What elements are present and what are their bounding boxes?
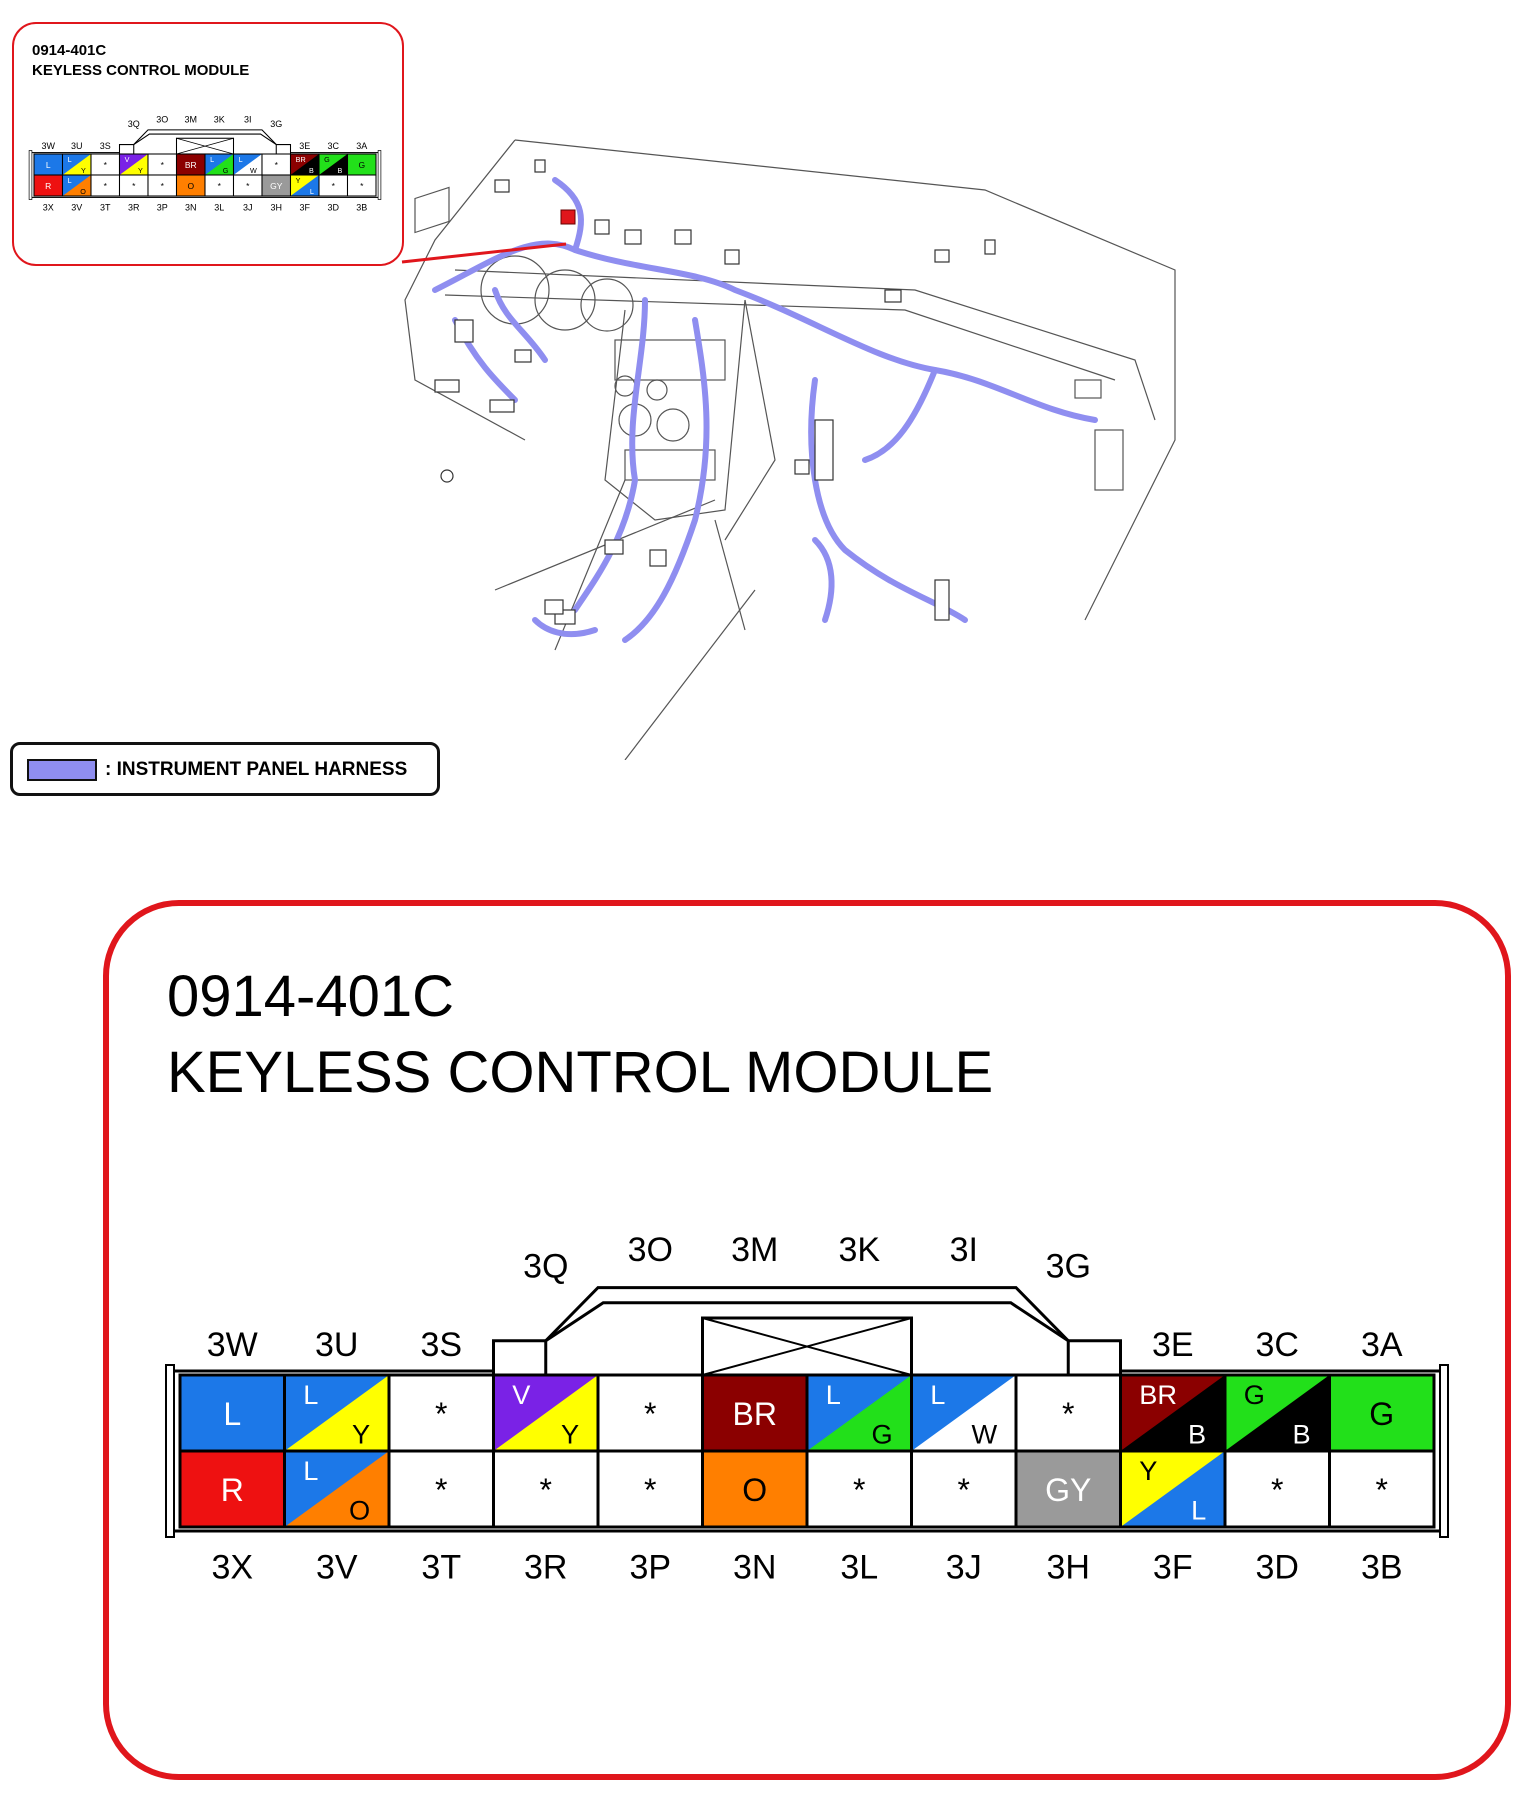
bottom-pin-number: 3P [629, 1548, 672, 1587]
pin-stripe-color-label: B [1188, 1418, 1207, 1450]
bottom-pin-number: 3N [733, 1548, 777, 1587]
pin-primary-color-label: BR [295, 154, 306, 164]
bottom-pin-number: 3N [184, 202, 197, 213]
bottom-pin-number: 3B [356, 202, 368, 213]
bottom-pin-number: 3R [127, 202, 140, 213]
top-pin-number: 3S [99, 140, 111, 151]
pin-color-label: GY [270, 180, 283, 191]
connector-code: 0914-401C [167, 964, 454, 1029]
top-pin-number: 3K [213, 114, 225, 125]
pin-color-label: * [132, 180, 136, 191]
pin-3n [703, 1451, 808, 1527]
bottom-pin-number: 3H [1046, 1548, 1090, 1587]
pin-3s [389, 1375, 494, 1451]
pin-3t [389, 1451, 494, 1527]
pin-color-label: * [1271, 1472, 1284, 1509]
pin-color-label: * [360, 180, 364, 191]
pin-3k [807, 1375, 912, 1451]
pin-3a [1330, 1375, 1435, 1451]
top-pin-number: 3E [1151, 1326, 1194, 1364]
pin-primary-color-label: G [324, 154, 330, 164]
pin-3p [598, 1451, 703, 1527]
top-pin-number: 3U [70, 140, 83, 151]
pin-stripe-color-label: W [250, 165, 257, 175]
legend-label: : INSTRUMENT PANEL HARNESS [105, 759, 408, 780]
pin-color-label: O [742, 1472, 768, 1509]
pin-3q [494, 1375, 599, 1451]
pin-color-label: * [160, 180, 164, 191]
top-pin-number: 3A [356, 140, 368, 151]
pin-3g [1016, 1375, 1121, 1451]
pin-primary-color-label: L [303, 1378, 319, 1410]
connector-right-latch [1440, 1365, 1448, 1537]
pin-primary-color-label: L [930, 1378, 946, 1410]
bottom-pin-number: 3X [211, 1548, 254, 1587]
pin-color-label: * [644, 1396, 657, 1433]
pin-primary-color-label: Y [295, 175, 301, 185]
bottom-pin-number: 3D [1255, 1548, 1299, 1587]
top-pin-number: 3Q [523, 1247, 569, 1286]
top-pin-number: 3I [949, 1231, 978, 1269]
pin-primary-color-label: V [124, 154, 130, 164]
pin-primary-color-label: V [512, 1378, 531, 1410]
bottom-pin-number: 3B [1360, 1548, 1403, 1587]
pin-color-label: * [435, 1396, 448, 1433]
pin-3i [912, 1375, 1017, 1451]
pin-stripe-color-label: Y [561, 1418, 580, 1450]
top-pin-number: 3C [1255, 1326, 1299, 1364]
pin-color-label: * [103, 159, 107, 170]
pin-3r [494, 1451, 599, 1527]
pin-color-label: * [1062, 1396, 1075, 1433]
pin-color-label: * [435, 1472, 448, 1509]
pin-stripe-color-label: Y [138, 165, 143, 175]
pin-color-label: * [217, 180, 221, 191]
pin-primary-color-label: G [1243, 1378, 1265, 1410]
pin-color-label: L [223, 1396, 242, 1433]
top-pin-number: 3C [327, 140, 340, 151]
bottom-pin-number: 3F [299, 202, 311, 213]
pin-stripe-color-label: Y [81, 165, 86, 175]
top-pin-number: 3W [41, 140, 55, 151]
pin-primary-color-label: L [67, 175, 72, 185]
pin-primary-color-label: L [67, 154, 72, 164]
pin-color-label: * [274, 159, 278, 170]
top-pin-number: 3O [627, 1231, 673, 1269]
pin-stripe-color-label: L [309, 186, 314, 196]
small-connector-name: KEYLESS CONTROL MODULE [32, 62, 250, 79]
bottom-pin-number: 3R [524, 1548, 568, 1587]
top-pin-number: 3E [299, 140, 311, 151]
top-pin-number: 3M [731, 1231, 779, 1269]
bottom-pin-number: 3L [840, 1548, 879, 1587]
bottom-pin-number: 3D [327, 202, 340, 213]
pin-stripe-color-label: L [1191, 1494, 1207, 1526]
pin-3u [285, 1375, 390, 1451]
pin-primary-color-label: BR [1139, 1378, 1178, 1410]
pin-3o [598, 1375, 703, 1451]
pin-3m [703, 1375, 808, 1451]
bottom-pin-number: 3J [945, 1548, 982, 1587]
pin-stripe-color-label: O [80, 186, 86, 196]
pin-stripe-color-label: G [871, 1418, 893, 1450]
pin-3h [1016, 1451, 1121, 1527]
pin-color-label: * [331, 180, 335, 191]
pin-3f [1121, 1451, 1226, 1527]
pin-stripe-color-label: W [971, 1418, 998, 1450]
pin-color-label: G [1369, 1396, 1395, 1433]
pin-3l [807, 1451, 912, 1527]
top-pin-number: 3G [1045, 1247, 1091, 1286]
pin-stripe-color-label: B [1292, 1418, 1311, 1450]
bottom-pin-number: 3P [156, 202, 168, 213]
pin-color-label: * [539, 1472, 552, 1509]
pin-3x [180, 1451, 285, 1527]
pin-3d [1225, 1451, 1330, 1527]
pin-color-label: GY [1045, 1472, 1092, 1509]
pin-color-label: * [644, 1472, 657, 1509]
pin-stripe-color-label: B [337, 165, 343, 175]
small-connector-code: 0914-401C [32, 42, 107, 59]
bottom-pin-number: 3V [71, 202, 83, 213]
pin-3c [1225, 1375, 1330, 1451]
top-pin-number: 3M [184, 114, 198, 125]
pin-color-label: BR [184, 159, 197, 170]
pin-primary-color-label: L [825, 1378, 841, 1410]
top-pin-number: 3U [315, 1326, 359, 1364]
pin-color-label: O [187, 180, 195, 191]
pin-stripe-color-label: B [309, 165, 314, 175]
pin-3b [1330, 1451, 1435, 1527]
top-pin-number: 3G [270, 119, 283, 130]
pin-primary-color-label: L [210, 154, 215, 164]
pin-color-label: R [45, 180, 52, 191]
top-pin-number: 3K [838, 1231, 881, 1269]
top-pin-number: 3A [1360, 1326, 1403, 1364]
pin-color-label: * [103, 180, 107, 191]
pin-color-label: * [957, 1472, 970, 1509]
pin-color-label: L [45, 159, 51, 170]
pin-3w [180, 1375, 285, 1451]
pin-color-label: * [246, 180, 250, 191]
connector-pins [166, 1231, 1448, 1587]
pin-stripe-color-label: Y [352, 1418, 371, 1450]
pin-color-label: G [358, 159, 366, 170]
top-pin-number: 3O [156, 114, 169, 125]
pin-color-label: * [1375, 1472, 1388, 1509]
top-pin-number: 3W [206, 1326, 258, 1364]
pin-color-label: * [160, 159, 164, 170]
top-pin-number: 3Q [127, 119, 140, 130]
bottom-pin-number: 3X [42, 202, 54, 213]
connector-name: KEYLESS CONTROL MODULE [167, 1040, 994, 1105]
bottom-pin-number: 3J [242, 202, 253, 213]
pin-primary-color-label: L [238, 154, 243, 164]
bottom-pin-number: 3T [421, 1548, 462, 1587]
bottom-pin-number: 3L [214, 202, 225, 213]
pin-color-label: BR [732, 1396, 777, 1433]
pin-3j [912, 1451, 1017, 1527]
pin-primary-color-label: L [303, 1454, 319, 1486]
bottom-pin-number: 3V [315, 1548, 358, 1587]
pin-3v [285, 1451, 390, 1527]
pin-color-label: R [220, 1472, 244, 1509]
top-pin-number: 3S [420, 1326, 463, 1364]
connector-left-latch [166, 1365, 174, 1537]
pin-stripe-color-label: G [222, 165, 229, 175]
pin-stripe-color-label: O [349, 1494, 371, 1526]
pin-3e [1121, 1375, 1226, 1451]
bottom-pin-number: 3T [99, 202, 111, 213]
pin-primary-color-label: Y [1139, 1454, 1158, 1486]
top-pin-number: 3I [243, 114, 252, 125]
bottom-pin-number: 3H [270, 202, 283, 213]
pin-color-label: * [853, 1472, 866, 1509]
bottom-pin-number: 3F [1152, 1548, 1193, 1587]
